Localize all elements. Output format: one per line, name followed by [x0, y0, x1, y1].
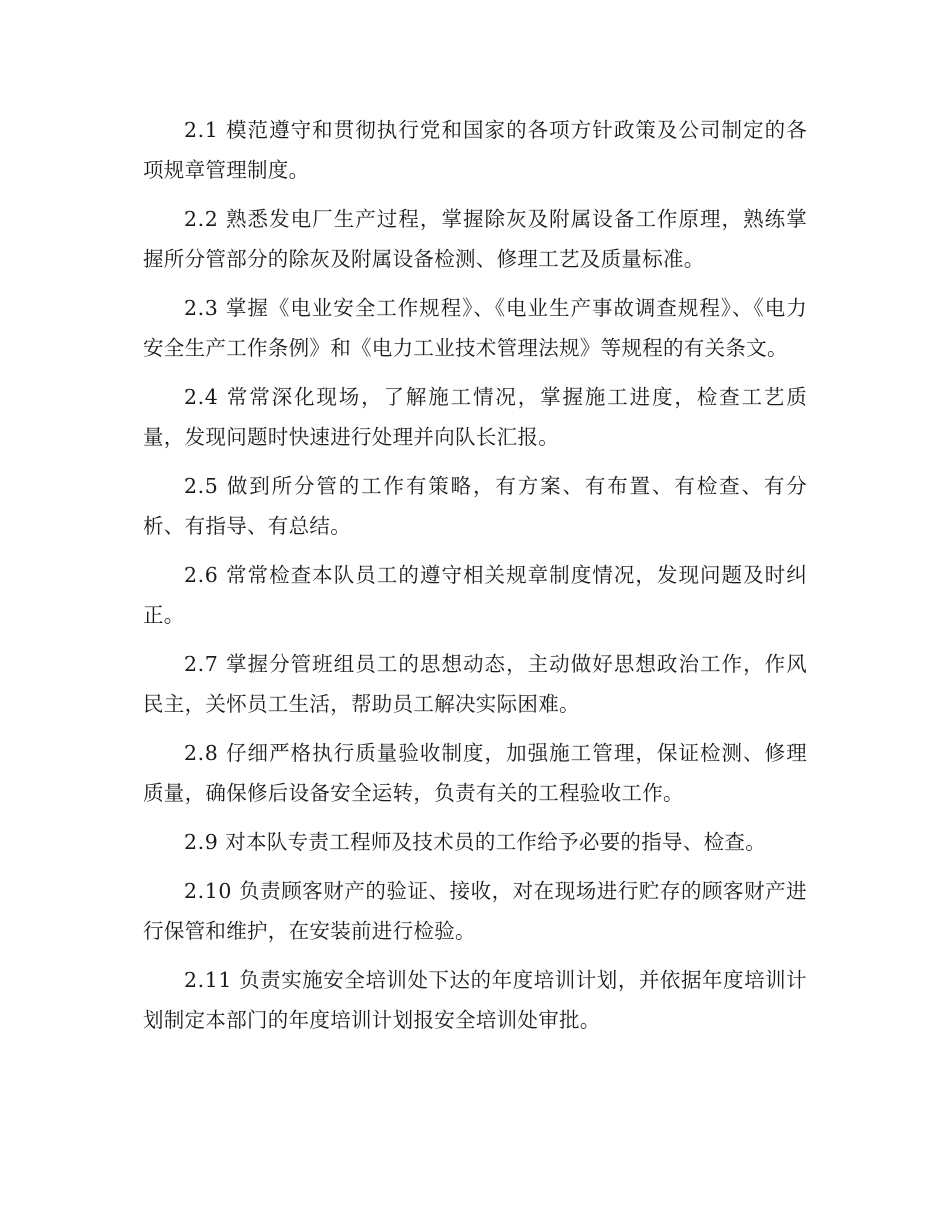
paragraph-text: 对本队专责工程师及技术员的工作给予必要的指导、检查。 [225, 830, 767, 854]
paragraph-text: 熟悉发电厂生产过程，掌握除灰及附属设备工作原理，熟练掌握所分管部分的除灰及附属设备检测、修理工艺及质量标准。 [143, 207, 807, 271]
paragraph-number: 2.9 [184, 830, 219, 854]
paragraph-2-4 [143, 377, 807, 457]
paragraph-number: 2.8 [184, 741, 219, 765]
paragraph-2-5 [143, 466, 807, 546]
paragraph-text: 负责实施安全培训处下达的年度培训计划，并依据年度培训计划制定本部门的年度培训计划报安全培训处审批。 [143, 968, 807, 1032]
paragraph-text: 常常检查本队员工的遵守相关规章制度情况，发现问题及时纠正。 [143, 563, 807, 627]
paragraph-number: 2.5 [184, 474, 219, 498]
paragraph-number: 2.2 [184, 207, 219, 231]
paragraph-2-6 [143, 555, 807, 635]
paragraph-text: 常常深化现场，了解施工情况，掌握施工进度，检查工艺质量，发现问题时快速进行处理并向队长汇报。 [143, 385, 807, 449]
paragraph-2-11 [143, 960, 807, 1040]
paragraph-text: 仔细严格执行质量验收制度，加强施工管理，保证检测、修理质量，确保修后设备安全运转，负责有关的工程验收工作。 [143, 741, 807, 805]
paragraph-number: 2.3 [184, 296, 219, 320]
paragraph-number: 2.11 [184, 968, 233, 992]
paragraph-number: 2.1 [184, 118, 219, 142]
paragraph-number: 2.4 [184, 385, 219, 409]
paragraph-2-7 [143, 644, 807, 724]
paragraph-number: 2.10 [184, 879, 233, 903]
paragraph-number: 2.6 [184, 563, 219, 587]
paragraph-2-10 [143, 871, 807, 951]
paragraph-number: 2.7 [184, 652, 219, 676]
paragraph-2-3 [143, 288, 807, 368]
paragraph-text: 掌握分管班组员工的思想动态，主动做好思想政治工作，作风民主，关怀员工生活，帮助员工解决实际困难。 [143, 652, 807, 716]
paragraph-2-9 [143, 822, 807, 862]
paragraph-text: 做到所分管的工作有策略，有方案、有布置、有检查、有分析、有指导、有总结。 [143, 474, 807, 538]
paragraph-2-8 [143, 733, 807, 813]
paragraph-2-1 [143, 110, 807, 190]
document-body [143, 110, 807, 1049]
paragraph-2-2 [143, 199, 807, 279]
paragraph-text: 模范遵守和贯彻执行党和国家的各项方针政策及公司制定的各项规章管理制度。 [143, 118, 807, 182]
paragraph-text: 负责顾客财产的验证、接收，对在现场进行贮存的顾客财产进行保管和维护，在安装前进行检验。 [143, 879, 807, 943]
paragraph-text: 掌握《电业安全工作规程》、《电业生产事故调查规程》、《电力安全生产工作条例》和《电力工业技术管理法规》等规程的有关条文。 [143, 296, 807, 360]
